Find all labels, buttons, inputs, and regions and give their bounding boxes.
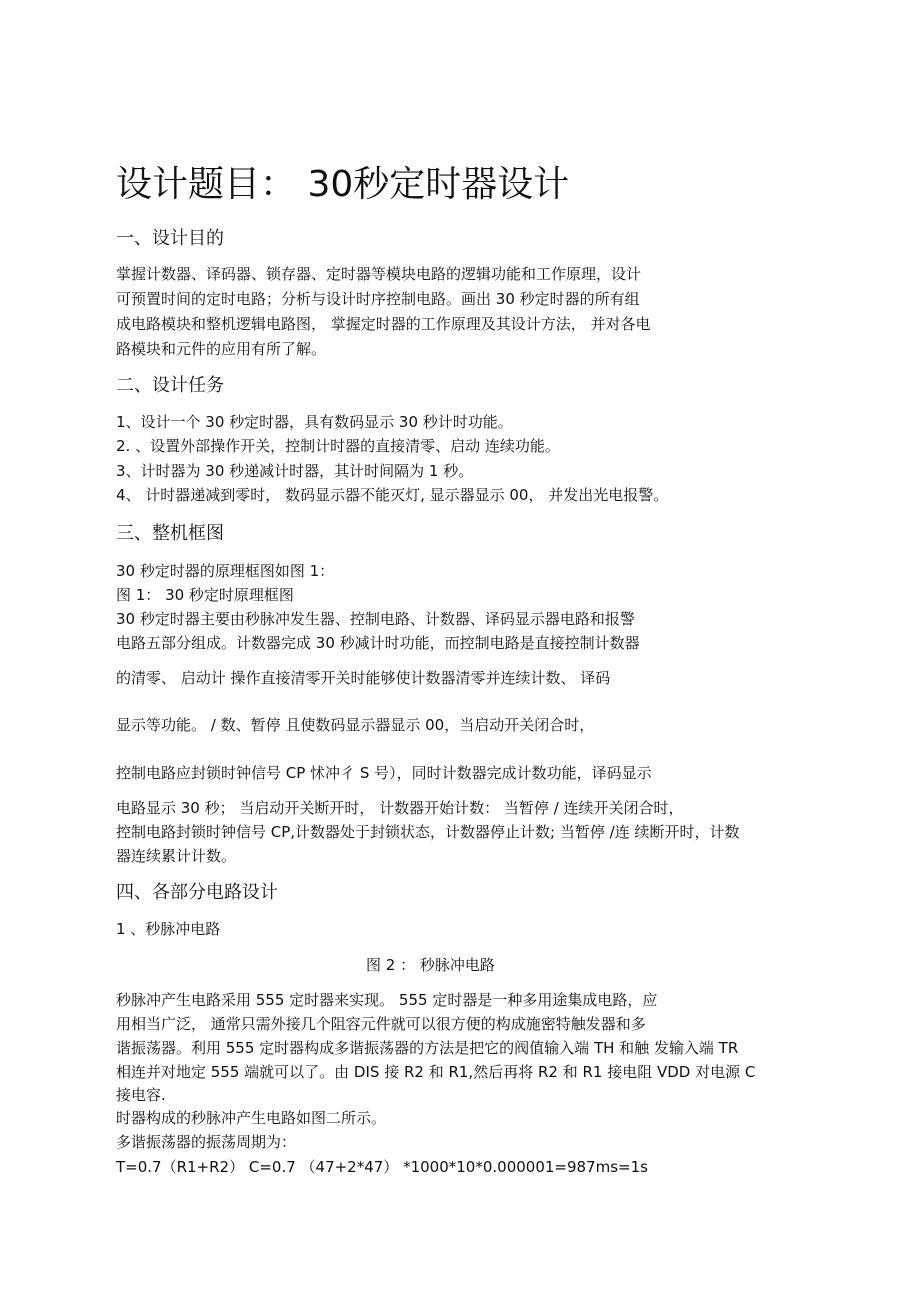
task-item: 3、计时器为 30 秒递减计时器，其计时间隔为 1 秒。 — [116, 462, 474, 480]
figure-caption: 图 1： 30 秒定时原理框图 — [116, 586, 294, 604]
task-item: 1、设计一个 30 秒定时器，具有数码显示 30 秒计时功能。 — [116, 413, 513, 431]
subsection-heading: 1 、秒脉冲电路 — [116, 920, 221, 938]
paragraph-line: 电路五部分组成。计数器完成 30 秒减计时功能，而控制电路是直接控制计数器 — [116, 634, 640, 652]
paragraph-line: 电路显示 30 秒； 当启动开关断开时， 计数器开始计数： 当暂停 / 连续开关闭合时， — [116, 799, 684, 817]
task-item: 4、 计时器递减到零时， 数码显示器不能灭灯, 显示器显示 00， 并发出光电报警。 — [116, 486, 669, 504]
paragraph-line: 接电容. — [116, 1086, 166, 1104]
paragraph-line: 控制电路封锁时钟信号 CP,计数器处于封锁状态，计数器停止计数; 当暂停 /连 续断开时，计数 — [116, 823, 740, 841]
paragraph-line: 多谐振荡器的振荡周期为： — [116, 1133, 297, 1151]
section-heading-purpose: 一、设计目的 — [116, 228, 224, 249]
paragraph-line: 30 秒定时器主要由秒脉冲发生器、控制电路、计数器、译码显示器电路和报警 — [116, 610, 635, 628]
task-item: 2. 、设置外部操作开关，控制计时器的直接清零、启动 连续功能。 — [116, 437, 560, 455]
section-heading-tasks: 二、设计任务 — [116, 375, 224, 396]
document-title: 设计题目： 30秒定时器设计 — [116, 164, 570, 205]
paragraph-line: 掌握计数器、译码器、锁存器、定时器等模块电路的逻辑功能和工作原理，设计 — [116, 265, 642, 283]
paragraph-line: 谐振荡器。利用 555 定时器构成多谐振荡器的方法是把它的阀值输入端 TH 和触 发输入端 TR — [116, 1039, 739, 1057]
paragraph-line: 成电路模块和整机逻辑电路图， 掌握定时器的工作原理及其设计方法， 并对各电 — [116, 315, 651, 333]
paragraph-line: 的清零、 启动计 操作直接清零开关时能够使计数器清零并连续计数、 译码 — [116, 669, 611, 687]
paragraph-line: 路模块和元件的应用有所了解。 — [116, 340, 327, 358]
paragraph-line: 用相当广泛， 通常只需外接几个阻容元件就可以很方便的构成施密特触发器和多 — [116, 1015, 646, 1033]
formula-line: T=0.7（R1+R2） C=0.7 （47+2*47） *1000*10*0.000001=987ms=1s — [116, 1158, 648, 1176]
figure-caption: 图 2 ： 秒脉冲电路 — [366, 956, 495, 974]
section-heading-circuit-design: 四、各部分电路设计 — [116, 882, 278, 903]
paragraph-line: 时器构成的秒脉冲产生电路如图二所示。 — [116, 1109, 387, 1127]
paragraph-line: 器连续累计计数。 — [116, 847, 237, 865]
paragraph-line: 相连并对地定 555 端就可以了。由 DIS 接 R2 和 R1,然后再将 R2 和 R1 接电阻 VDD 对电源 C — [116, 1063, 756, 1081]
paragraph-line: 可预置时间的定时电路；分析与设计时序控制电路。画出 30 秒定时器的所有组 — [116, 290, 640, 308]
paragraph-line: 显示等功能。 / 数、暂停 且使数码显示器显示 00，当启动开关闭合时， — [116, 716, 595, 734]
paragraph-line: 控制电路应封锁时钟信号 CP 怵冲彳 S 号），同时计数器完成计数功能，译码显示 — [116, 764, 652, 782]
paragraph-line: 秒脉冲产生电路采用 555 定时器来实现。 555 定时器是一种多用途集成电路，应 — [116, 991, 658, 1009]
section-heading-block-diagram: 三、整机框图 — [116, 523, 224, 544]
paragraph-line: 30 秒定时器的原理框图如图 1： — [116, 562, 335, 580]
